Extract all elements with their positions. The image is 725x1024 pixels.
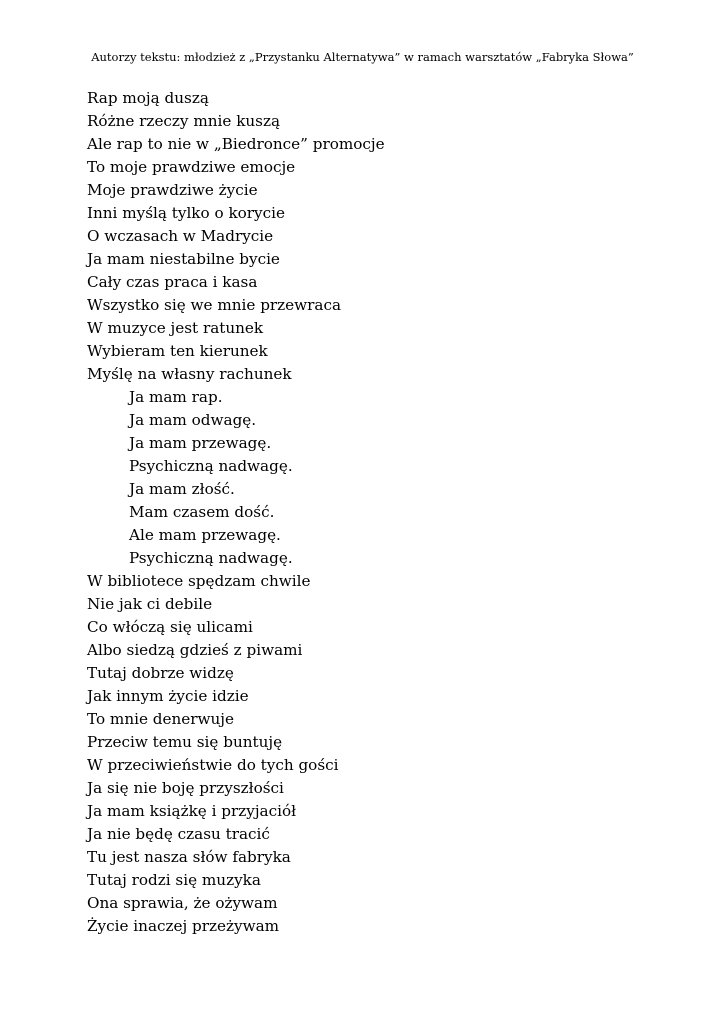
poem-line: Tutaj dobrze widzę: [87, 664, 234, 682]
poem-line: Ja mam książkę i przyjaciół: [87, 802, 297, 820]
poem-line: Życie inaczej przeżywam: [87, 917, 280, 935]
poem-line: Inni myślą tylko o korycie: [87, 204, 285, 222]
poem-line: Nie jak ci debile: [87, 595, 213, 613]
poem-line: Ja mam niestabilne bycie: [87, 250, 280, 268]
poem-line: To mnie denerwuje: [87, 710, 234, 728]
poem-refrain-line: Psychiczną nadwagę.: [129, 549, 293, 567]
poem-refrain-line: Psychiczną nadwagę.: [129, 457, 293, 475]
poem-line: O wczasach w Madrycie: [87, 227, 274, 245]
poem-line: Przeciw temu się buntuję: [87, 733, 283, 751]
poem-refrain-line: Ja mam przewagę.: [129, 434, 272, 452]
poem-line: W bibliotece spędzam chwile: [87, 572, 311, 590]
poem-line: Moje prawdziwe życie: [87, 181, 258, 199]
poem-line: Ja się nie boję przyszłości: [87, 779, 284, 797]
poem-line: Ja nie będę czasu tracić: [87, 825, 270, 843]
poem-refrain-line: Ja mam złość.: [129, 480, 235, 498]
poem-line: Cały czas praca i kasa: [87, 273, 258, 291]
poem-line: Myślę na własny rachunek: [87, 365, 292, 383]
document-header: Autorzy tekstu: młodzież z „Przystanku Alternatywa” w ramach warsztatów „Fabryka Słowa”: [91, 50, 634, 64]
poem-line: Wybieram ten kierunek: [87, 342, 268, 360]
poem-line: Różne rzeczy mnie kuszą: [87, 112, 281, 130]
poem-line: Tu jest nasza słów fabryka: [87, 848, 291, 866]
poem-refrain-line: Ja mam rap.: [129, 388, 223, 406]
poem-refrain-line: Ja mam odwagę.: [129, 411, 257, 429]
poem-line: Jak innym życie idzie: [87, 687, 249, 705]
poem-line: W muzyce jest ratunek: [87, 319, 264, 337]
poem-line: Ale rap to nie w „Biedronce” promocje: [87, 135, 385, 153]
poem-body: [87, 87, 687, 938]
poem-line: Co włóczą się ulicami: [87, 618, 253, 636]
poem-line: W przeciwieństwie do tych gości: [87, 756, 339, 774]
poem-line: Wszystko się we mnie przewraca: [87, 296, 342, 314]
poem-line: Rap moją duszą: [87, 89, 209, 107]
poem-refrain-line: Ale mam przewagę.: [129, 526, 281, 544]
poem-line: To moje prawdziwe emocje: [87, 158, 296, 176]
poem-line: Ona sprawia, że ożywam: [87, 894, 278, 912]
poem-refrain-line: Mam czasem dość.: [129, 503, 275, 521]
poem-line: Albo siedzą gdzieś z piwami: [87, 641, 303, 659]
poem-line: Tutaj rodzi się muzyka: [87, 871, 261, 889]
